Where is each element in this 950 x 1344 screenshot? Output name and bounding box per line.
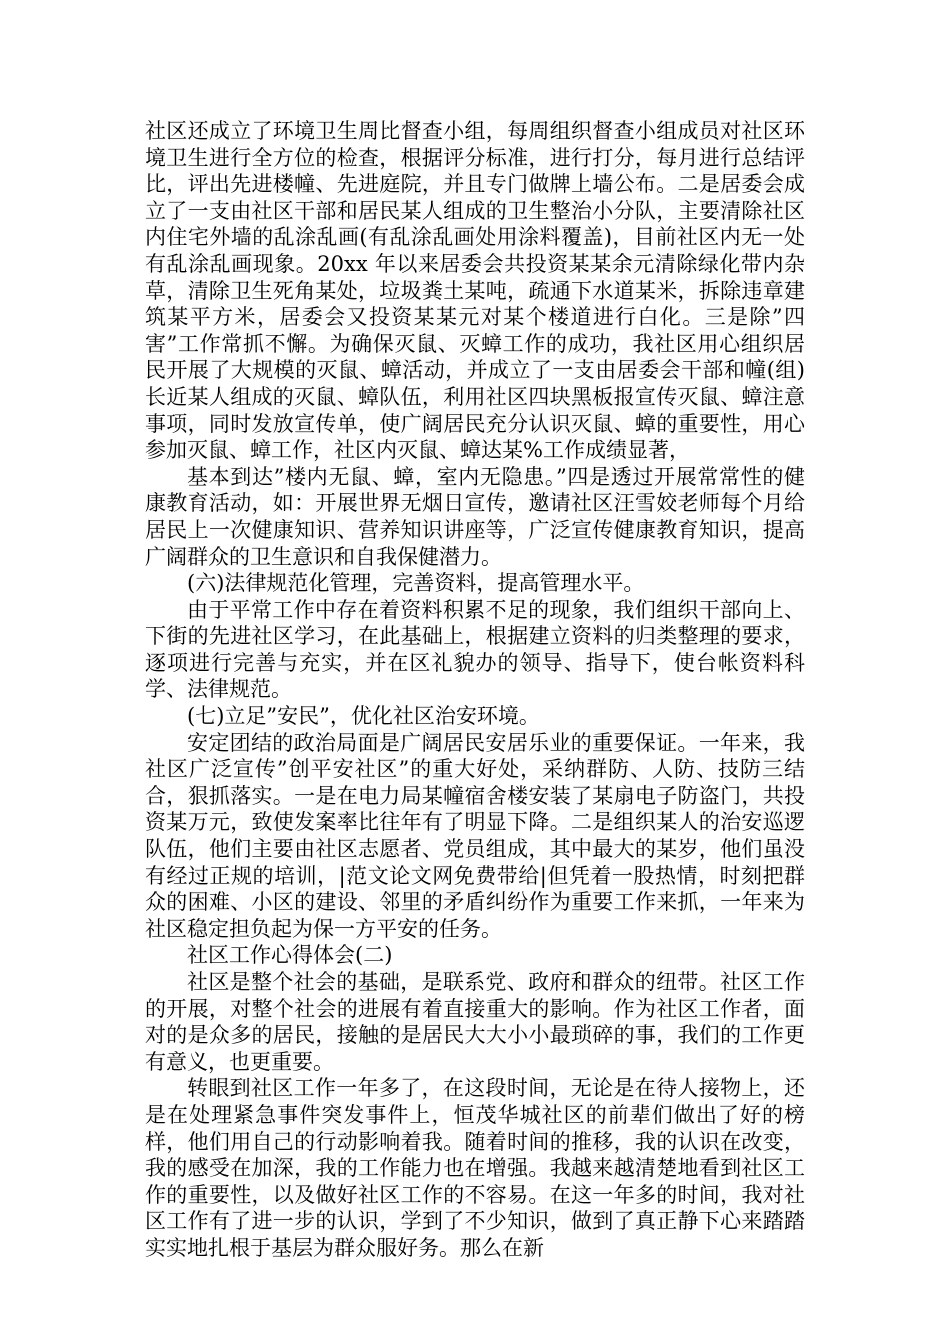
document-body [145,118,805,1262]
paragraph-6: 转眼到社区工作一年多了，在这段时间，无论是在待人接物上，还是在处理紧急事件突发事件上，恒茂华城社区的前辈们做出了好的榜样，他们用自己的行动影响着我。随着时间的推移，我的认识在改变，我的感受在加深，我的工作能力也在增强。我越来越清楚地看到社区工作的重要性，以及做好社区工作的不容易。在这一年多的时间，我对社区工作有了进一步的认识，学到了不少知识，做到了真正静下心来踏踏实实地扎根于基层为群众服好务。那么在新 [145,1076,805,1260]
section-heading-6: (六)法律规范化管理，完善资料，提高管理水平。 [187,571,645,596]
section-heading-7: (七)立足”安民”，优化社区治安环境。 [187,704,540,729]
article-heading-2: 社区工作心得体会(二) [187,943,393,968]
paragraph-1: 社区还成立了环境卫生周比督查小组，每周组织督查小组成员对社区环境卫生进行全方位的检查，根据评分标准，进行打分，每月进行总结评比，评出先进楼幢、先进庭院，并且专门做牌上墙公布。二是居委会成立了一支由社区干部和居民某人组成的卫生整治小分队，主要清除社区内住宅外墙的乱涂乱画(有乱涂乱画处用涂料覆盖)，目前社区内无一处有乱涂乱画现象。20xx 年以来居委会共投资某某余元清除绿化带内杂草，清除卫生死角某处，垃圾粪土某吨，疏通下水道某米，拆除违章建筑某平方米，居委会又投资某某元对某个楼道进行白化。三是除”四害”工作常抓不懈。为确保灭鼠、灭蟑工作的成功，我社区用心组织居民开展了大规模的灭鼠、蟑活动，并成立了一支由居委会干部和幢(组)长近某人组成的灭鼠、蟑队伍，利用社区四块黑板报宣传灭鼠、蟑注意事项，同时发放宣传单，使广阔居民充分认识灭鼠、蟑的重要性，用心参加灭鼠、蟑工作，社区内灭鼠、蟑达某%工作成绩显著， [145,119,805,463]
paragraph-3: 由于平常工作中存在着资料积累不足的现象，我们组织干部向上、下街的先进社区学习，在此基础上，根据建立资料的归类整理的要求，逐项进行完善与充实，并在区礼貌办的领导、指导下，使台帐资料科学、法律规范。 [145,597,805,702]
paragraph-5: 社区是整个社会的基础，是联系党、政府和群众的纽带。社区工作的开展，对整个社会的进展有着直接重大的影响。作为社区工作者，面对的是众多的居民，接触的是居民大大小小最琐碎的事，我们的工作更有意义，也更重要。 [145,970,805,1074]
paragraph-2: 基本到达”楼内无鼠、蟑，室内无隐患。”四是透过开展常常性的健康教育活动，如：开展世界无烟日宣传，邀请社区汪雪姣老师每个月给居民上一次健康知识、营养知识讲座等，广泛宣传健康教育知识，提高广阔群众的卫生意识和自我保健潜力。 [145,464,805,569]
paragraph-4: 安定团结的政治局面是广阔居民安居乐业的重要保证。一年来，我社区广泛宣传”创平安社区”的重大好处，采纳群防、人防、技防三结合，狠抓落实。一是在电力局某幢宿舍楼安装了某扇电子防盗门，共投资某万元，致使发案率比往年有了明显下降。二是组织某人的治安巡逻队伍，他们主要由社区志愿者、党员组成，其中最大的某岁，他们虽没有经过正规的培训，|范文论文网免费带给|但凭着一股热情，时刻把群众的困难、小区的建设、邻里的矛盾纠纷作为重要工作来抓，一年来为社区稳定担负起为保一方平安的任务。 [145,730,805,941]
